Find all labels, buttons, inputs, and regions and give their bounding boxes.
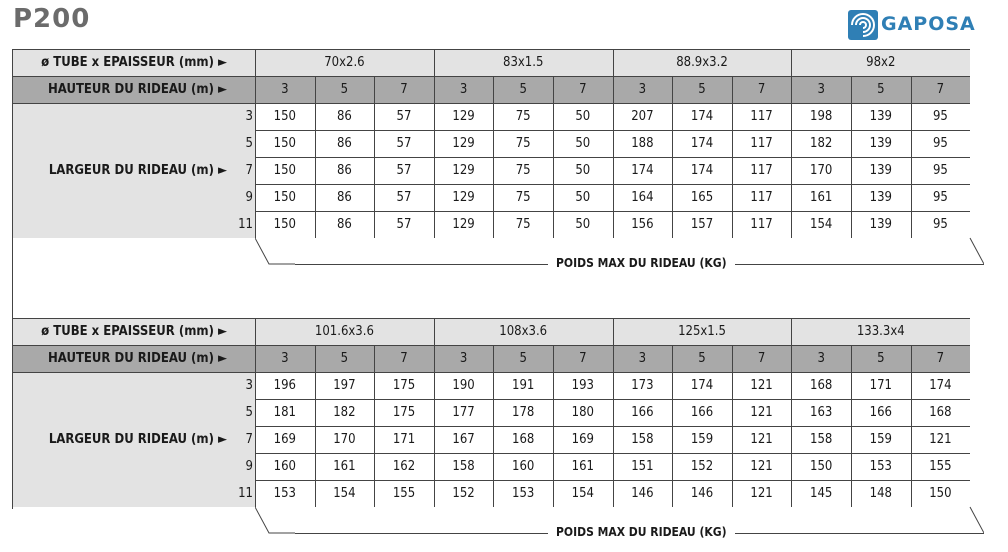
grid-line (553, 345, 554, 507)
table-cell: 150 (273, 109, 296, 124)
table-cell: 156 (631, 217, 654, 232)
table-cell: 150 (273, 136, 296, 151)
table-cell: 158 (631, 432, 654, 447)
table-cell: 152 (452, 486, 475, 501)
table-cell: 129 (452, 109, 475, 124)
table-cell: 57 (396, 109, 412, 124)
grid-line (315, 76, 316, 238)
height-value: 5 (877, 82, 885, 97)
table-cell: 159 (690, 432, 714, 447)
table-cell: 86 (336, 109, 352, 124)
grid-line (672, 345, 673, 507)
table-cell: 86 (336, 217, 352, 232)
table-cell: 188 (631, 136, 654, 151)
table-cell: 174 (690, 136, 714, 151)
grid-line (255, 49, 256, 238)
table-cell: 146 (690, 486, 714, 501)
height-value: 5 (519, 82, 527, 97)
height-value: 3 (638, 82, 647, 97)
gaposa-logo (848, 10, 976, 42)
table-cell: 157 (690, 217, 714, 232)
grid-line (911, 345, 912, 507)
width-value: 3 (245, 109, 253, 124)
table-cell: 117 (750, 217, 773, 232)
tube-label: ø TUBE x EPAISSEUR (mm) ► (41, 55, 227, 70)
tube-label: ø TUBE x EPAISSEUR (mm) ► (41, 324, 227, 339)
table-cell: 164 (631, 190, 654, 205)
table-cell: 177 (452, 405, 475, 420)
height-value: 3 (281, 82, 289, 97)
table-cell: 151 (631, 459, 654, 474)
table-cell: 57 (396, 217, 412, 232)
height-value: 7 (579, 351, 587, 366)
width-value: 3 (245, 378, 253, 393)
table-cell: 121 (750, 459, 773, 474)
poids-label: POIDS MAX DU RIDEAU (KG) (548, 256, 735, 270)
table-cell: 197 (333, 378, 356, 393)
height-value: 7 (757, 351, 766, 366)
table-cell: 161 (333, 459, 356, 474)
table-cell: 117 (750, 136, 773, 151)
table-cell: 139 (869, 163, 892, 178)
height-value: 5 (519, 351, 527, 366)
width-label: LARGEUR DU RIDEAU (m) ► (48, 163, 227, 178)
table-cell: 57 (396, 136, 412, 151)
width-value: 5 (245, 136, 253, 151)
grid-line (493, 76, 494, 238)
tube-size: 108x3.6 (499, 324, 548, 339)
table-cell: 193 (571, 378, 594, 393)
table-cell: 139 (869, 190, 892, 205)
height-value: 5 (698, 351, 706, 366)
height-value: 7 (400, 82, 408, 97)
grid-line (732, 76, 733, 238)
height-value: 3 (638, 351, 647, 366)
tube-size: 98x2 (866, 55, 896, 70)
table-cell: 86 (336, 136, 352, 151)
table-cell: 86 (336, 163, 352, 178)
tube-size: 101.6x3.6 (314, 324, 374, 339)
table-cell: 181 (273, 405, 296, 420)
table-cell: 75 (515, 217, 531, 232)
table-cell: 171 (869, 378, 892, 393)
table-cell: 167 (452, 432, 475, 447)
poids-bracket (255, 238, 295, 268)
table-cell: 180 (571, 405, 594, 420)
width-value: 11 (238, 217, 253, 232)
table-cell: 117 (750, 190, 773, 205)
height-value: 3 (281, 351, 289, 366)
grid-line (732, 345, 733, 507)
table-cell: 150 (929, 486, 952, 501)
grid-line (315, 345, 316, 507)
table-cell: 178 (512, 405, 535, 420)
table-cell: 150 (810, 459, 833, 474)
grid-line (791, 318, 792, 507)
table-cell: 95 (932, 136, 948, 151)
height-value: 7 (757, 82, 766, 97)
table-cell: 121 (750, 486, 773, 501)
grid-line (911, 76, 912, 238)
tube-size: 88.9x3.2 (676, 55, 728, 70)
table-cell: 174 (631, 163, 654, 178)
table-cell: 175 (392, 405, 416, 420)
table-cell: 166 (690, 405, 714, 420)
table-cell: 75 (515, 136, 531, 151)
table-cell: 182 (810, 136, 833, 151)
table-cell: 50 (575, 217, 591, 232)
table-cell: 196 (273, 378, 296, 393)
table-cell: 75 (515, 163, 531, 178)
height-value: 5 (340, 82, 349, 97)
table-cell: 190 (452, 378, 475, 393)
table-cell: 169 (571, 432, 594, 447)
table-cell: 173 (631, 378, 654, 393)
table-cell: 146 (631, 486, 654, 501)
grid-line (613, 49, 614, 238)
grid-line (791, 49, 792, 238)
table-cell: 168 (929, 405, 952, 420)
poids-bracket (255, 507, 295, 537)
table-cell: 153 (512, 486, 535, 501)
height-value: 7 (400, 351, 408, 366)
table-cell: 86 (336, 190, 352, 205)
height-label: HAUTEUR DU RIDEAU (m) ► (48, 82, 227, 97)
height-value: 3 (817, 351, 825, 366)
height-value: 3 (817, 82, 825, 97)
table-cell: 207 (631, 109, 654, 124)
grid-line (374, 76, 375, 238)
table-cell: 150 (273, 217, 296, 232)
table-cell: 145 (810, 486, 833, 501)
grid-line (851, 76, 852, 238)
table-cell: 182 (333, 405, 356, 420)
table-cell: 170 (810, 163, 833, 178)
width-value: 7 (245, 432, 253, 447)
table-cell: 121 (750, 432, 773, 447)
grid-line (374, 345, 375, 507)
table-cell: 148 (869, 486, 892, 501)
width-value: 11 (238, 486, 253, 501)
grid-line (12, 49, 970, 50)
table-cell: 174 (929, 378, 952, 393)
table-cell: 153 (869, 459, 892, 474)
table-cell: 159 (869, 432, 892, 447)
table-cell: 174 (690, 109, 714, 124)
table-cell: 50 (575, 136, 591, 151)
table-cell: 168 (512, 432, 535, 447)
table-cell: 50 (575, 109, 591, 124)
table-cell: 95 (932, 217, 948, 232)
table-cell: 171 (392, 432, 416, 447)
grid-line (553, 76, 554, 238)
table-cell: 161 (810, 190, 833, 205)
table-cell: 166 (631, 405, 654, 420)
table-cell: 160 (512, 459, 535, 474)
table-cell: 155 (929, 459, 952, 474)
table-cell: 174 (690, 163, 714, 178)
width-value: 9 (245, 459, 253, 474)
table-cell: 154 (571, 486, 594, 501)
width-label: LARGEUR DU RIDEAU (m) ► (48, 432, 227, 447)
table-cell: 129 (452, 163, 475, 178)
tube-size: 133.3x4 (856, 324, 905, 339)
table-cell: 163 (810, 405, 833, 420)
grid-line (12, 372, 970, 373)
poids-bracket-end (968, 505, 984, 535)
table-cell: 57 (396, 190, 412, 205)
table-cell: 139 (869, 217, 892, 232)
table-cell: 165 (690, 190, 714, 205)
table-cell: 191 (512, 378, 535, 393)
table-cell: 198 (810, 109, 833, 124)
height-label: HAUTEUR DU RIDEAU (m) ► (48, 351, 227, 366)
poids-label: POIDS MAX DU RIDEAU (KG) (548, 525, 735, 539)
table-cell: 121 (929, 432, 952, 447)
table-cell: 129 (452, 217, 475, 232)
table-cell: 155 (392, 486, 416, 501)
grid-line (12, 76, 970, 77)
grid-line (672, 76, 673, 238)
table-cell: 161 (571, 459, 594, 474)
width-value: 9 (245, 190, 253, 205)
grid-line (12, 103, 970, 104)
height-value: 3 (459, 351, 468, 366)
table-cell: 158 (810, 432, 833, 447)
table-cell: 150 (273, 190, 296, 205)
table-cell: 121 (750, 378, 773, 393)
table-cell: 169 (273, 432, 296, 447)
grid-line (493, 345, 494, 507)
grid-line (434, 318, 435, 507)
grid-line (851, 345, 852, 507)
gaposa-logo-text: GAPOSA (881, 13, 976, 35)
grid-line (12, 318, 970, 319)
table-cell: 117 (750, 109, 773, 124)
page-title: P200 (13, 4, 91, 34)
table-cell: 154 (810, 217, 833, 232)
table-cell: 168 (810, 378, 833, 393)
table-cell: 129 (452, 190, 475, 205)
table-cell: 75 (515, 190, 531, 205)
height-value: 7 (936, 82, 945, 97)
table-cell: 121 (750, 405, 773, 420)
grid-line (613, 318, 614, 507)
table-cell: 129 (452, 136, 475, 151)
table-cell: 50 (575, 163, 591, 178)
table-cell: 150 (273, 163, 296, 178)
table-cell: 160 (273, 459, 296, 474)
table-cell: 174 (690, 378, 714, 393)
table-cell: 117 (750, 163, 773, 178)
width-value: 5 (245, 405, 253, 420)
table-cell: 158 (452, 459, 475, 474)
table-cell: 50 (575, 190, 591, 205)
table-cell: 154 (333, 486, 356, 501)
table-cell: 166 (869, 405, 892, 420)
table-cell: 75 (515, 109, 531, 124)
table-cell: 170 (333, 432, 356, 447)
table-cell: 139 (869, 136, 892, 151)
height-value: 5 (340, 351, 349, 366)
table-cell: 95 (932, 163, 948, 178)
table-cell: 139 (869, 109, 892, 124)
table-cell: 95 (932, 190, 948, 205)
height-value: 3 (459, 82, 468, 97)
table-cell: 153 (273, 486, 296, 501)
height-value: 7 (579, 82, 587, 97)
table-cell: 175 (392, 378, 416, 393)
table-cell: 57 (396, 163, 412, 178)
width-value: 7 (245, 163, 253, 178)
table-cell: 152 (690, 459, 714, 474)
poids-bracket-end (968, 236, 984, 266)
height-value: 7 (936, 351, 945, 366)
grid-line (255, 318, 256, 507)
height-value: 5 (877, 351, 885, 366)
tube-size: 83x1.5 (503, 55, 544, 70)
gaposa-logo-icon (848, 10, 878, 40)
table-cell: 162 (392, 459, 416, 474)
grid-line (12, 345, 970, 346)
table-cell: 95 (932, 109, 948, 124)
height-value: 5 (698, 82, 706, 97)
tube-size: 70x2.6 (324, 55, 365, 70)
frame-line (12, 49, 13, 509)
grid-line (434, 49, 435, 238)
tube-size: 125x1.5 (678, 324, 726, 339)
